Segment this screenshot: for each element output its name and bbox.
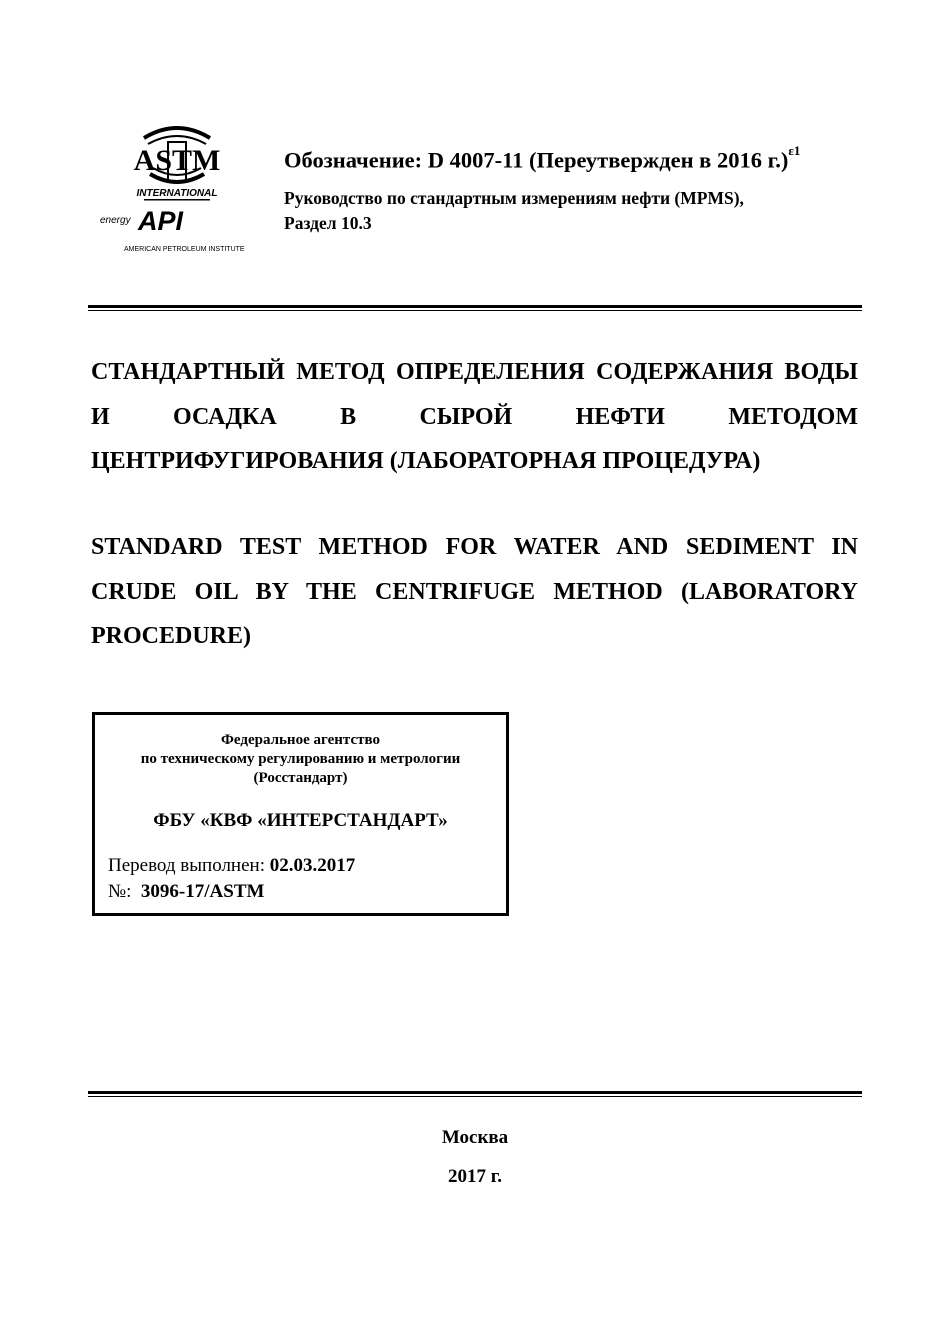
subtitle-line-2: Раздел 10.3 bbox=[284, 213, 372, 233]
english-title: STANDARD TEST METHOD FOR WATER AND SEDIMENT IN CRUDE OIL BY THE CENTRIFUGE METHOD (LABORATORY PROCEDURE) bbox=[91, 534, 858, 649]
astm-monogram: ASTM bbox=[133, 144, 221, 177]
api-logo bbox=[100, 206, 245, 253]
organization-name: ФБУ «КВФ «ИНТЕРСТАНДАРТ» bbox=[153, 810, 448, 831]
standard-subtitle bbox=[284, 186, 904, 236]
publication-year: 2017 г. bbox=[448, 1166, 502, 1187]
standard-designation bbox=[284, 140, 904, 176]
translation-info-box bbox=[92, 712, 509, 916]
translation-date-label: Перевод выполнен: bbox=[108, 855, 265, 876]
agency-line-1: Федеральное агентство bbox=[221, 732, 380, 748]
subtitle-line-1: Руководство по стандартным измерениям нефти (MPMS), bbox=[284, 188, 744, 208]
api-mark: API bbox=[138, 206, 184, 236]
agency-line-2: по техническому регулированию и метрологии bbox=[140, 751, 461, 767]
astm-api-logo bbox=[98, 124, 266, 256]
russian-title: СТАНДАРТНЫЙ МЕТОД ОПРЕДЕЛЕНИЯ СОДЕРЖАНИЯ ВОДЫ И ОСАДКА В СЫРОЙ НЕФТИ МЕТОДОМ ЦЕНТРИФУГИРОВАНИЯ (ЛАБОРАТОРНАЯ ПРОЦЕДУРА) bbox=[91, 359, 858, 474]
footer-rule-thick bbox=[88, 1091, 862, 1094]
translation-date-line bbox=[108, 854, 355, 878]
translation-number-line bbox=[108, 880, 264, 904]
translation-number-label: №: bbox=[108, 881, 132, 902]
header-rule-thick bbox=[88, 305, 862, 308]
agency-name bbox=[95, 731, 506, 788]
api-full-name: AMERICAN PETROLEUM INSTITUTE bbox=[124, 246, 245, 253]
translation-date-value: 02.03.2017 bbox=[269, 855, 356, 876]
footer-rule-thin bbox=[88, 1096, 862, 1097]
designation-superscript: ε1 bbox=[788, 143, 801, 158]
translation-number-value: 3096-17/ASTM bbox=[140, 881, 265, 902]
astm-logo bbox=[134, 128, 221, 201]
header-rule-thin bbox=[88, 310, 862, 311]
agency-line-3: (Росстандарт) bbox=[253, 770, 348, 786]
api-energy-prefix: energy bbox=[100, 215, 131, 226]
designation-text: Обозначение: D 4007-11 (Переутвержден в 2016 г.) bbox=[284, 147, 789, 173]
astm-wordmark: INTERNATIONAL bbox=[136, 188, 218, 199]
header-logos bbox=[98, 124, 266, 256]
publication-city: Москва bbox=[441, 1127, 509, 1148]
